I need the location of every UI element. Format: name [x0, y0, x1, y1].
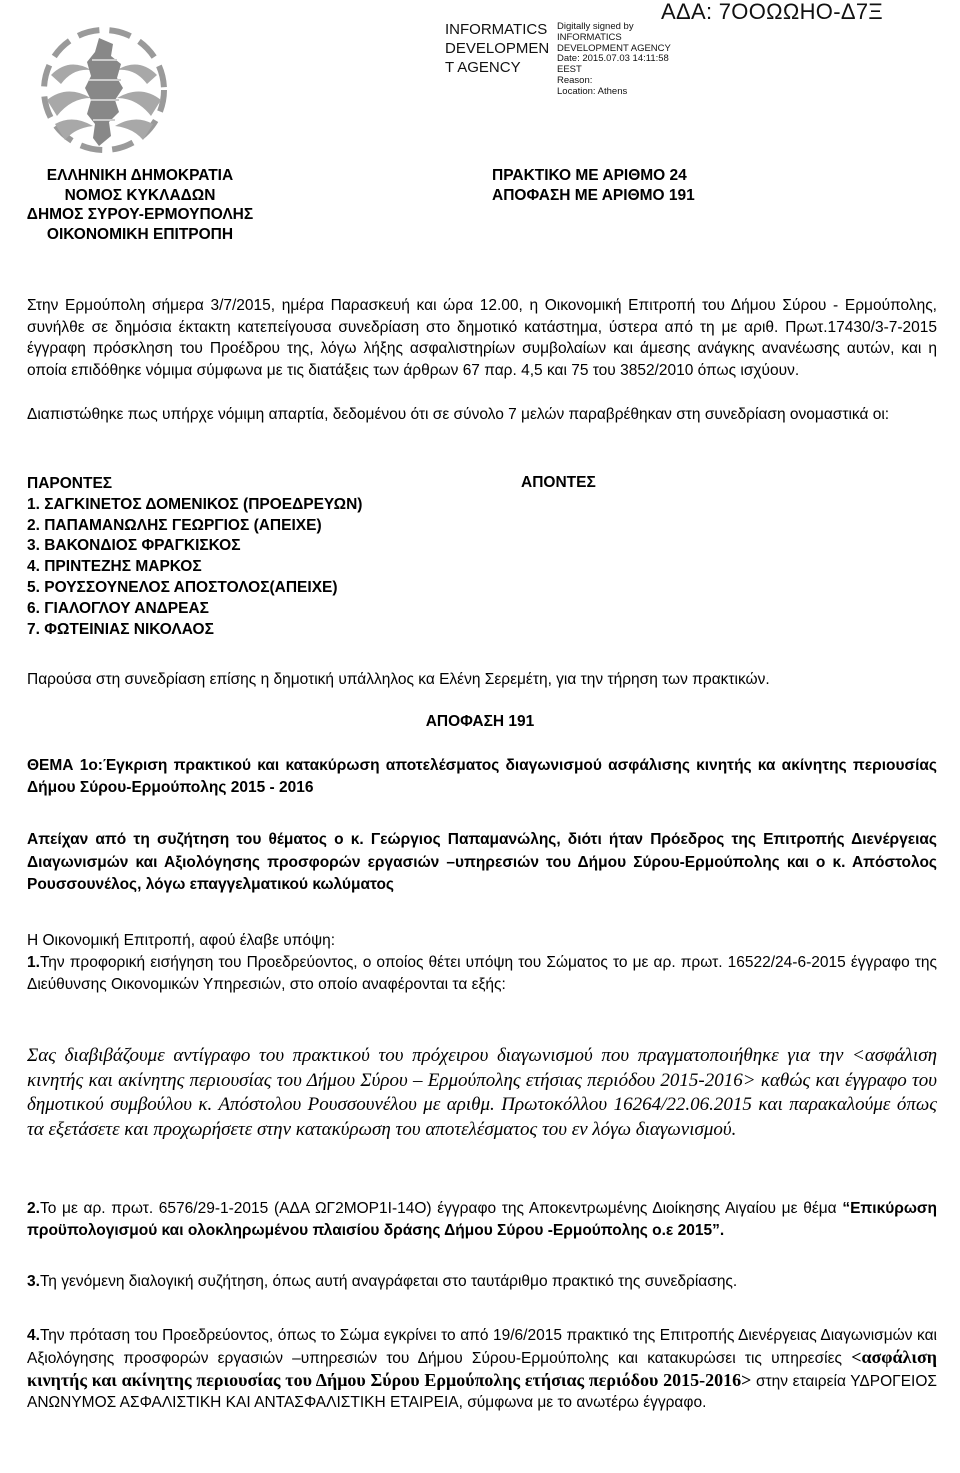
abstain-paragraph: [27, 829, 937, 897]
member-item: 4. ΠΡΙΝΤΕΖΗΣ ΜΑΡΚΟΣ: [27, 558, 202, 576]
municipality-logo: [37, 20, 172, 165]
absent-heading: ΑΠΟΝΤΕΣ: [521, 474, 596, 491]
present-members-list: [27, 474, 362, 640]
topic-paragraph: [27, 755, 937, 799]
intro-text: Στην Ερμούπολη σήμερα 3/7/2015, ημέρα Παρασκευή και ώρα 12.00, η Οικονομική Επιτροπή του Δήμου Σύρου - Ερμούπολης, συνήλθε σε δημόσια έκτακτη κατεπείγουσα συνεδρίαση στο δημοτικό κατάστημα, ύστερα από τη με αριθ. Πρωτ.17430/3-7-2015 έγγραφη πρόσκληση του Προέδρου της, λόγω λήξης ασφαλιστηρίων συμβολαίων και άμεσης ανάγκης ανανέωσης αυτών, και η οποία επιδόθηκε νόμιμα σύμφωνα με τις διατάξεις των άρθρων 67 παρ. 4,5 και 75 του 3852/2010 όπως ισχύουν.: [27, 297, 937, 379]
item-4-service: <ασφάλιση κινητής και ακίνητης περιουσίας του Δήμου Σύρου Ερμούπολης ετήσιας περιόδου 2015-2016>: [27, 1346, 937, 1390]
present-heading: ΠΑΡΟΝΤΕΣ: [27, 475, 113, 492]
signature-details: [557, 22, 671, 98]
abstain-lead: Απείχαν από τη συζήτηση του θέματος ο κ.: [27, 831, 364, 848]
minutes-header: [492, 166, 695, 205]
signature-detail-line: Date: 2015.07.03 14:11:58: [557, 53, 669, 65]
committee-line: [27, 930, 937, 952]
signature-detail-line: EEST: [557, 64, 582, 76]
quoted-letter-text: Σας διαβιβάζουμε αντίγραφο του πρακτικού του πρόχειρου διαγωνισμού που πραγματοποιήθηκε για την <ασφάλιση κινητής και ακίνητης περιουσίας του Δήμου Σύρου – Ερμούπολης ετήσιας περιόδου 2015-2016> καθώς και έγγραφο του δημοτικού συμβούλου κ. Απόστολου Ρουσσουνέλου με αριθμ. Πρωτοκόλλου 16264/22.06.2015 και παρακαλούμε όπως τα εξετάσετε και προχωρήσετε στην κατακύρωση του αποτελέσματος του εν λόγω διαγωνισμού.: [27, 1045, 937, 1141]
signature-name-line: T AGENCY: [445, 59, 521, 76]
item-4-text: Την πρόταση του Προεδρεύοντος, όπως το Σώμα εγκρίνει το από 19/6/2015 πρακτικό της Επιτροπής Διενέργειας Διαγωνισμών και Αξιολόγησης προσφορών εργασιών –υπηρεσιών του Δήμου Σύρου-Ερμούπολης και κατακυρώσει τις υπηρεσίες: [27, 1327, 937, 1367]
decision-title: ΑΠΟΦΑΣΗ 191: [425, 713, 535, 730]
issuer-header: [0, 166, 280, 244]
signature-name-line: DEVELOPMEN: [445, 40, 550, 57]
issuer-line: ΟΙΚΟΝΟΜΙΚΗ ΕΠΙΤΡΟΠΗ: [46, 225, 234, 243]
member-item: 1. ΣΑΓΚΙΝΕΤΟΣ ΔΟΜΕΝΙΚΟΣ (ΠΡΟΕΔΡΕΥΩΝ): [27, 495, 363, 513]
secretary-paragraph: [27, 669, 937, 691]
issuer-line: ΔΗΜΟΣ ΣΥΡΟΥ-ΕΡΜΟΥΠΟΛΗΣ: [26, 206, 254, 223]
signature-name-line: INFORMATICS: [445, 21, 548, 38]
quorum-paragraph: [27, 404, 937, 426]
item-2-text: Το με αρ. πρωτ. 6576/29-1-2015 (ΑΔΑ ΩΓ2ΜΟΡ1Ι-14Ο) έγγραφο της Αποκεντρωμένης Διοίκησης Αιγαίου με θέμα: [39, 1200, 843, 1217]
secretary-text: Παρούσα στη συνεδρίαση επίσης η δημοτική υπάλληλος κα Ελένη Σερεμέτη, για την τήρηση των πρακτικών.: [27, 671, 770, 688]
abstain-rest: Γεώργιος Παπαμανώλης, διότι ήταν Πρόεδρος της Επιτροπής Διενέργειας Διαγωνισμών και Αξιολόγησης προσφορών εργασιών –υπηρεσιών του Δήμου Σύρου-Ερμούπολης και ο κ. Απόστολος Ρουσσουνέλος, λόγω επαγγελματικού κωλύματος: [27, 831, 937, 893]
quoted-letter: [27, 1044, 937, 1143]
item-2-number: 2.: [27, 1200, 40, 1217]
item-4-number: 4.: [27, 1327, 40, 1344]
item-3: [27, 1271, 937, 1293]
item-3-number: 3.: [27, 1273, 40, 1290]
item-4: [27, 1325, 937, 1414]
signature-detail-line: INFORMATICS: [557, 31, 622, 43]
decision-number: ΑΠΟΦΑΣΗ ΜΕ ΑΡΙΘΜΟ 191: [492, 186, 695, 204]
intro-paragraph: [27, 295, 937, 381]
signature-detail-line: DEVELOPMENT AGENCY: [557, 42, 671, 54]
signature-detail-line: Location: Athens: [557, 85, 628, 97]
topic-text: ΘΕΜΑ 1ο:Έγκριση πρακτικού και κατακύρωση αποτελέσματος διαγωνισμού ασφάλισης κινητής κα ακίνητης περιουσίας Δήμου Σύρου-Ερμούπολης 2015 - 2016: [27, 757, 937, 796]
ada-code: ΑΔΑ: 7ΟΟΩΩΗΟ-Δ7Ξ: [661, 0, 883, 24]
signature-detail-line: Reason:: [557, 74, 593, 86]
member-item: 6. ΓΙΑΛΟΓΛΟΥ ΑΝΔΡΕΑΣ: [27, 599, 209, 617]
item-2: [27, 1198, 937, 1241]
item-2-subject: “Επικύρωση προϋπολογισμού και ολοκληρωμένου πλαισίου δράσης Δήμου Σύρου -Ερμούπολης ο.ε 2015”: [27, 1200, 937, 1239]
member-item: 3. ΒΑΚΟΝΔΙΟΣ ΦΡΑΓΚΙΣΚΟΣ: [27, 537, 241, 555]
quorum-text: Διαπιστώθηκε πως υπήρχε νόμιμη απαρτία, δεδομένου ότι σε σύνολο 7 μελών παραβρέθηκαν στη συνεδρίαση ονομαστικά οι:: [27, 406, 890, 423]
item-2-end: .: [719, 1221, 725, 1239]
item-1-text: Την προφορική εισήγηση του Προεδρεύοντος, ο οποίος θέτει υπόψη του Σώματος το με αρ. πρωτ. 16522/24-6-2015 έγγραφο της Διεύθυνσης Οικονομικών Υπηρεσιών, στο οποίο αναφέρονται τα εξής:: [27, 954, 937, 993]
item-3-text: Τη γενόμενη διαλογική συζήτηση, όπως αυτή αναγράφεται στο ταυτάριθμο πρακτικό της συνεδρίασης.: [39, 1273, 738, 1290]
issuer-line: ΕΛΛΗΝΙΚΗ ΔΗΜΟΚΡΑΤΙΑ: [46, 167, 234, 184]
issuer-line: ΝΟΜΟΣ ΚΥΚΛΑΔΩΝ: [64, 186, 216, 204]
item-1-number: 1.: [27, 954, 40, 971]
signature-name: [445, 20, 549, 77]
committee-text: Η Οικονομική Επιτροπή, αφού έλαβε υπόψη:: [27, 932, 336, 949]
member-item: 2. ΠΑΠΑΜΑΝΩΛΗΣ ΓΕΩΡΓΙΟΣ (ΑΠΕΙΧΕ): [27, 516, 322, 534]
signature-detail-line: Digitally signed by: [557, 21, 634, 32]
member-item: 7. ΦΩΤΕΙΝΙΑΣ ΝΙΚΟΛΑΟΣ: [27, 620, 214, 638]
member-item: 5. ΡΟΥΣΣΟΥΝΕΛΟΣ ΑΠΟΣΤΟΛΟΣ(ΑΠΕΙΧΕ): [27, 578, 338, 596]
item-4-end: στην εταιρεία ΥΔΡΟΓΕΙΟΣ ΑΝΩΝΥΜΟΣ ΑΣΦΑΛΙΣΤΙΚΗ ΚΑΙ ΑΝΤΑΣΦΑΛΙΣΤΙΚΗ ΕΤΑΙΡΕΙΑ, σύμφωνα με το ανωτέρω έγγραφο.: [27, 1372, 937, 1412]
item-1: [27, 952, 937, 995]
minutes-number: ΠΡΑΚΤΙΚΟ ΜΕ ΑΡΙΘΜΟ 24: [492, 167, 687, 184]
